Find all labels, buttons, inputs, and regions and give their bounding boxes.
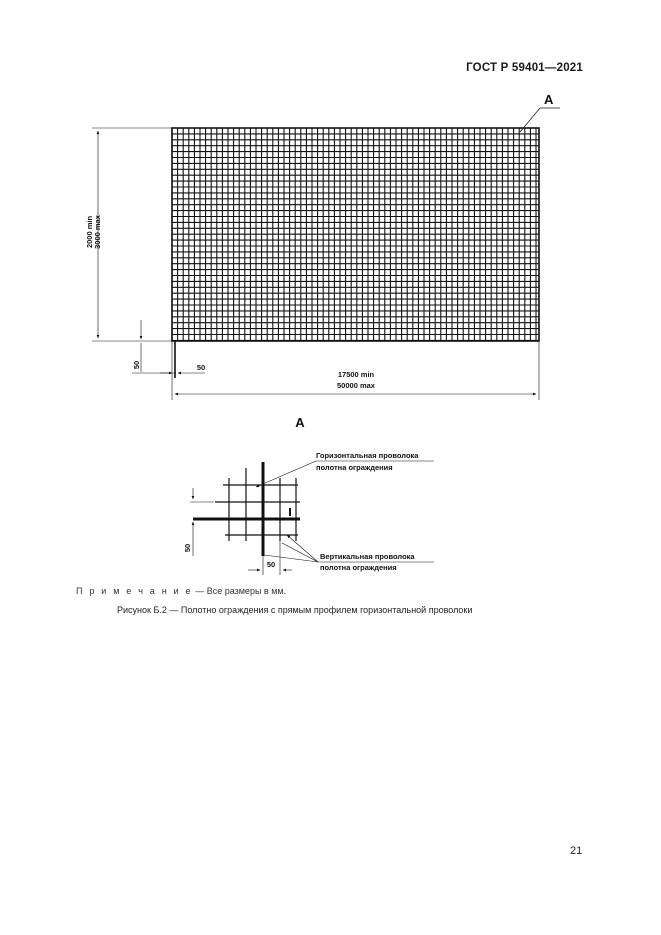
note-prefix: П р и м е ч а н и е — [76, 586, 193, 596]
document-header: ГОСТ Р 59401—2021 — [466, 62, 583, 74]
length-max-label: 50000 max — [337, 381, 375, 390]
horizontal-wire-label-2: полотна ограждения — [316, 463, 393, 472]
figure-caption: Рисунок Б.2 — Полотно ограждения с прямым профилем горизонтальной проволоки — [117, 605, 473, 615]
callout-letter: А — [544, 92, 554, 107]
fence-mesh — [172, 128, 539, 341]
note-text: — Все размеры в мм. — [192, 586, 287, 596]
left-offset-dimension — [160, 363, 205, 373]
detail-title: А — [295, 415, 305, 430]
horizontal-wire-label-1: Горизонтальная проволока — [316, 451, 419, 460]
vertical-wire-label-2: полотна ограждения — [320, 563, 397, 572]
note — [76, 586, 286, 596]
left-offset-label: 50 — [196, 363, 206, 372]
height-min-label: 2000 min — [85, 215, 94, 249]
height-dimension — [85, 128, 172, 341]
height-max-label: 3000 max — [93, 215, 102, 249]
length-min-label: 17500 min — [337, 370, 375, 379]
length-dimension — [172, 341, 539, 400]
callout-a — [520, 92, 560, 132]
detail-horizontal-step-label: 50 — [266, 560, 276, 569]
bottom-gap-dimension — [132, 320, 176, 373]
vertical-wire-label-1: Вертикальная проволока — [320, 552, 415, 561]
detail-view — [183, 451, 434, 575]
detail-vertical-step-label: 50 — [183, 543, 192, 553]
bottom-gap-label: 50 — [132, 360, 141, 370]
page-number: 21 — [570, 845, 583, 857]
